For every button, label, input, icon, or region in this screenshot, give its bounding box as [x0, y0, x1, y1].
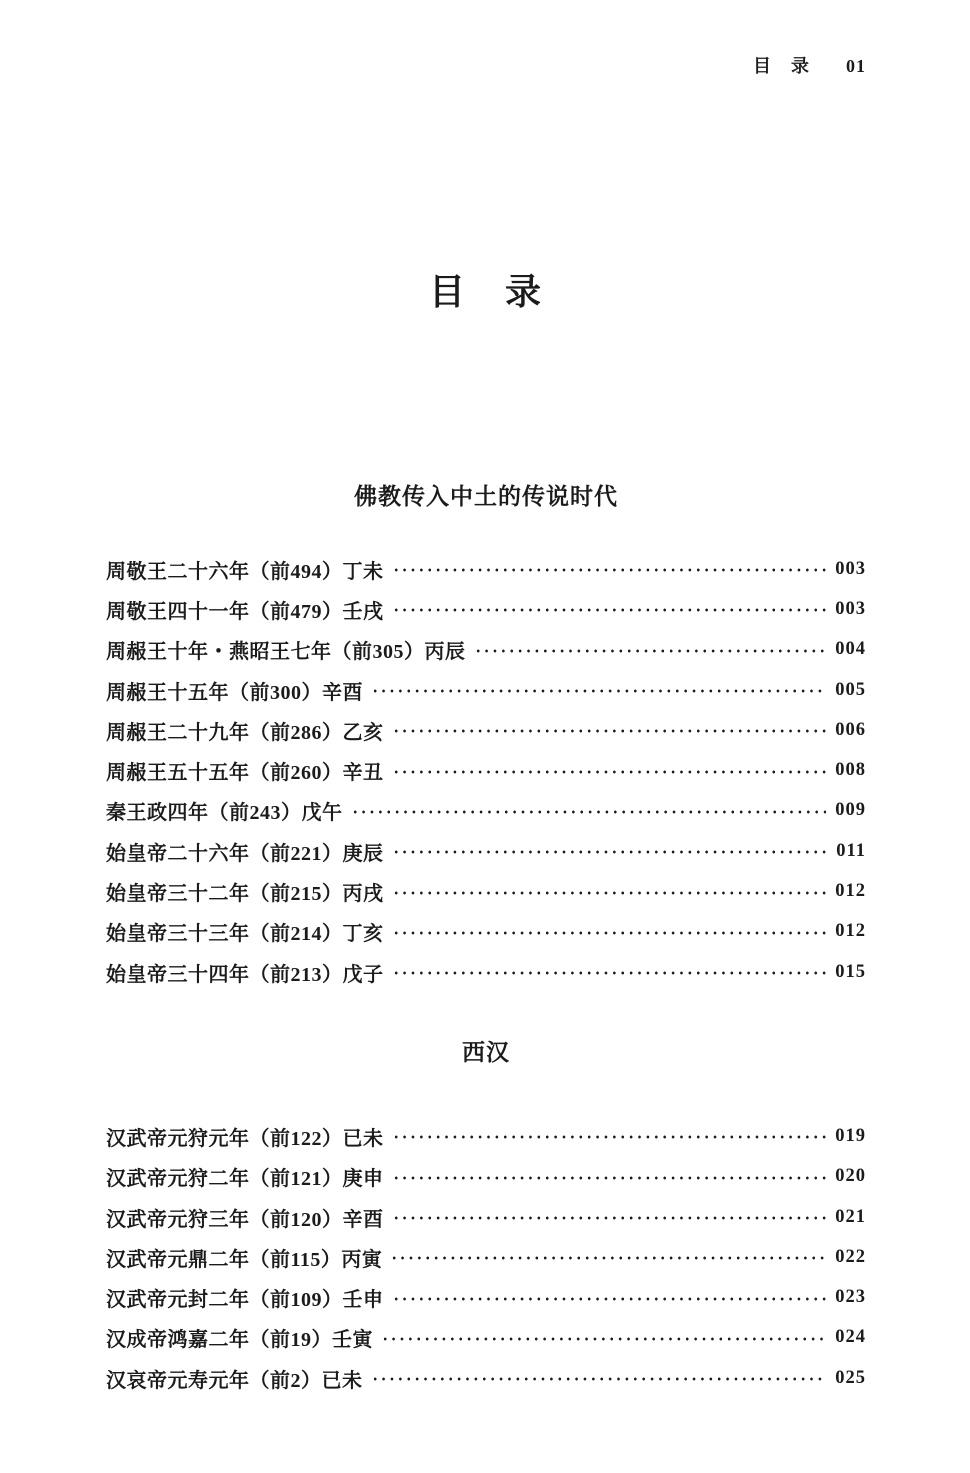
- toc-entry-label: 周敬王四十一年（前479）壬戌: [106, 600, 384, 623]
- toc-entry-label: 汉成帝鸿嘉二年（前19）壬寅: [106, 1329, 373, 1352]
- toc-entry-row: [106, 1116, 866, 1156]
- toc-entry-row: [106, 871, 866, 911]
- toc-entry-page-number: 012: [835, 921, 866, 942]
- toc-entry-page-number: 011: [836, 840, 866, 861]
- dotted-leader: [392, 847, 828, 857]
- toc-entry-label: 汉武帝元封二年（前109）壬申: [106, 1289, 384, 1312]
- toc-entry-page-number: 024: [835, 1327, 866, 1348]
- running-header-title: 目 录: [753, 56, 810, 76]
- toc-entry-label: 周敬王二十六年（前494）丁未: [106, 560, 384, 583]
- toc-entry-row: [106, 791, 866, 831]
- toc-entry-row: [106, 630, 866, 670]
- toc-entry-row: [106, 670, 866, 710]
- dotted-leader: [371, 686, 826, 696]
- toc-entry-label: 始皇帝三十二年（前215）丙戌: [106, 883, 384, 906]
- dotted-leader: [392, 1294, 827, 1304]
- toc-entry-row: [106, 952, 866, 992]
- dotted-leader: [474, 646, 827, 656]
- dotted-leader: [392, 767, 827, 777]
- toc-section: [106, 1039, 866, 1398]
- dotted-leader: [392, 928, 827, 938]
- toc-entry-label: 周赧王二十九年（前286）乙亥: [106, 721, 384, 744]
- section-heading: 西汉: [462, 1039, 510, 1066]
- toc-entry-label: 周赧王五十五年（前260）辛丑: [106, 762, 384, 785]
- toc-entry-row: [106, 831, 866, 871]
- toc-entry-page-number: 023: [835, 1287, 866, 1308]
- toc-entry-row: [106, 1237, 866, 1277]
- dotted-leader: [392, 605, 827, 615]
- toc-entry-page-number: 019: [835, 1125, 866, 1146]
- toc-entry-label: 始皇帝二十六年（前221）庚辰: [106, 842, 384, 865]
- toc-entry-label: 汉武帝元狩元年（前122）已未: [106, 1127, 384, 1150]
- toc-entry-row: [106, 710, 866, 750]
- toc-sections: [106, 483, 866, 1398]
- toc-entry-label: 周赧王十五年（前300）辛酉: [106, 681, 363, 704]
- toc-entry-label: 汉武帝元鼎二年（前115）丙寅: [106, 1248, 383, 1271]
- toc-entry-page-number: 012: [835, 881, 866, 902]
- toc-entry-page-number: 021: [835, 1206, 866, 1227]
- toc-section: [106, 483, 866, 992]
- toc-entry-label: 始皇帝三十四年（前213）戊子: [106, 963, 384, 986]
- toc-entry-label: 汉武帝元狩三年（前120）辛酉: [106, 1208, 384, 1231]
- toc-entry-row: [106, 589, 866, 629]
- toc-entry-page-number: 008: [835, 760, 866, 781]
- toc-entry-row: [106, 1157, 866, 1197]
- toc-entry-row: [106, 912, 866, 952]
- section-entries: [106, 549, 866, 992]
- dotted-leader: [392, 968, 827, 978]
- dotted-leader: [392, 726, 827, 736]
- dotted-leader: [392, 1213, 827, 1223]
- toc-entry-label: 汉武帝元狩二年（前121）庚申: [106, 1168, 384, 1191]
- dotted-leader: [392, 888, 827, 898]
- toc-entry-page-number: 005: [835, 679, 866, 700]
- dotted-leader: [351, 807, 827, 817]
- toc-entry-row: [106, 1358, 866, 1398]
- dotted-leader: [392, 1173, 827, 1183]
- toc-entry-page-number: 009: [835, 800, 866, 821]
- toc-entry-row: [106, 549, 866, 589]
- section-entries: [106, 1116, 866, 1398]
- page-title: 目 录: [428, 272, 543, 312]
- toc-entry-label: 秦王政四年（前243）戊午: [106, 802, 343, 825]
- toc-entry-row: [106, 1277, 866, 1317]
- dotted-leader: [392, 1132, 827, 1142]
- toc-entry-page-number: 022: [835, 1246, 866, 1267]
- toc-entry-page-number: 015: [835, 961, 866, 982]
- toc-entry-page-number: 003: [835, 558, 866, 579]
- dotted-leader: [392, 565, 827, 575]
- section-heading: 佛教传入中土的传说时代: [354, 483, 618, 509]
- running-header: [106, 55, 866, 77]
- dotted-leader: [371, 1374, 827, 1384]
- toc-entry-page-number: 004: [835, 639, 866, 660]
- toc-entry-page-number: 006: [835, 719, 866, 740]
- toc-entry-page-number: 025: [835, 1367, 866, 1388]
- dotted-leader: [390, 1253, 826, 1263]
- running-header-page-number: 01: [846, 56, 866, 76]
- toc-entry-label: 周赧王十年・燕昭王七年（前305）丙辰: [106, 641, 466, 664]
- toc-entry-label: 汉哀帝元寿元年（前2）已未: [106, 1369, 363, 1392]
- dotted-leader: [381, 1334, 826, 1344]
- toc-entry-page-number: 020: [835, 1166, 866, 1187]
- toc-entry-page-number: 003: [835, 598, 866, 619]
- toc-entry-row: [106, 1197, 866, 1237]
- toc-entry-row: [106, 1318, 866, 1358]
- toc-entry-label: 始皇帝三十三年（前214）丁亥: [106, 923, 384, 946]
- toc-entry-row: [106, 750, 866, 790]
